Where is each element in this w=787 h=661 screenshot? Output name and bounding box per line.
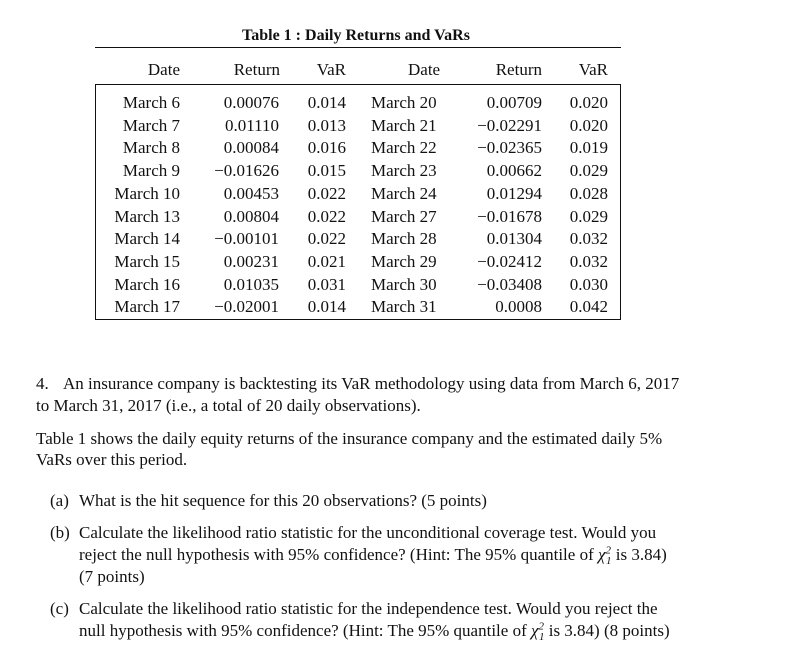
table-cell-var-left: 0.022 [307,229,346,249]
header-date-1: Date [147,60,180,79]
table-cell-return-left: 0.01110 [225,115,279,135]
part-b-line-2: reject the null hypothesis with 95% confidence? (Hint: The 95% quantile of $\chi^2_1$ is 3.84) [79,544,667,568]
header-var-2: VaR [578,60,608,79]
header-date-2: Date [408,60,441,79]
table-cell-return-right: 0.00662 [486,161,542,181]
table-cell-return-left: 0.00076 [223,93,279,112]
table-cell-return-left: 0.01035 [223,274,279,294]
table-cell-var-right: 0.029 [569,206,608,226]
table-cell-date-right: March 23 [371,161,437,181]
table-cell-return-right: 0.00709 [486,93,542,112]
question-number: 4. [36,374,49,393]
table-header-rule [95,84,621,85]
table-cell-var-right: 0.032 [569,229,608,249]
question-table-line-2: VaRs over this period. [36,450,188,469]
table-cell-var-left: 0.022 [307,206,346,226]
table-top-rule [95,47,621,48]
table-cell-var-right: 0.020 [569,93,608,112]
table-cell-var-left: 0.013 [307,115,346,135]
table-cell-var-right: 0.020 [569,115,608,135]
table-cell-date-left: March 9 [122,161,180,181]
part-b-line-1: (b) Calculate the likelihood ratio statistic for the unconditional coverage test. Would you [50,523,657,542]
table-cell-date-right: March 27 [371,206,437,226]
table-cell-date-left: March 10 [114,183,180,203]
header-var-1: VaR [316,60,346,79]
table-cell-return-left: −0.00101 [214,229,279,249]
table-cell-date-right: March 31 [371,297,437,317]
table-cell-var-left: 0.015 [307,161,346,181]
table-cell-date-left: March 13 [114,206,180,226]
table-cell-date-right: March 28 [371,229,437,249]
table-bottom-rule [95,319,621,320]
table-cell-return-left: 0.00231 [223,251,279,271]
table-cell-return-right: −0.01678 [477,206,542,226]
header-return-1: Return [233,60,280,79]
question-intro-line-2: to March 31, 2017 (i.e., a total of 20 daily observations). [36,396,421,415]
part-c-label: (c) [50,599,69,618]
table-cell-return-right: 0.0008 [495,297,542,317]
table-cell-var-right: 0.028 [569,183,608,203]
table-cell-date-left: March 17 [114,297,180,317]
table-cell-return-left: 0.00453 [223,183,279,203]
table-caption-prefix: Table 1 : [242,27,306,44]
part-c-line-2: null hypothesis with 95% confidence? (Hint: The 95% quantile of $\chi^2_1$ is 3.84) (8 points) [79,620,670,644]
part-a-text: What is the hit sequence for this 20 observations? (5 points) [79,491,487,510]
table-caption [0,26,712,46]
table-cell-return-right: 0.01294 [486,183,542,203]
table-cell-var-left: 0.021 [307,251,346,271]
table-cell-date-right: March 29 [371,251,437,271]
table-cell-var-left: 0.016 [307,138,346,158]
table-cell-date-left: March 8 [122,138,180,158]
table-cell-return-right: 0.01304 [486,229,542,249]
table-cell-var-left: 0.014 [307,297,346,317]
table-cell-date-left: March 6 [122,93,180,112]
table-cell-return-right: −0.03408 [477,274,542,294]
table-cell-var-right: 0.030 [569,274,608,294]
question-intro-line-1: 4. An insurance company is backtesting its VaR methodology using data from March 6, 2017 [36,374,680,393]
table-cell-return-left: −0.02001 [214,297,279,317]
table-cell-date-right: March 30 [371,274,437,294]
table-cell-date-left: March 16 [114,274,180,294]
table-cell-return-left: −0.01626 [214,161,279,181]
table-caption-title: Daily Returns and VaRs [305,27,470,44]
table-cell-date-right: March 22 [371,138,437,158]
table-left-border [95,85,96,319]
table-right-border [620,85,621,319]
header-return-2: Return [495,60,542,79]
table-cell-var-left: 0.031 [307,274,346,294]
table-cell-var-right: 0.019 [569,138,608,158]
table-cell-var-right: 0.029 [569,161,608,181]
part-b-line-3: (7 points) [79,567,145,586]
question-table-line-1: Table 1 shows the daily equity returns of the insurance company and the estimated daily 5% [36,429,663,448]
part-c-line-1: (c) Calculate the likelihood ratio statistic for the independence test. Would you reject the [50,599,658,618]
part-a-label: (a) [50,491,69,510]
table-cell-return-right: −0.02291 [477,115,542,135]
table-cell-return-right: −0.02412 [477,251,542,271]
table-cell-date-right: March 24 [371,183,437,203]
table-cell-date-left: March 7 [122,115,180,135]
chi-squared-symbol: $\chi^2_1$ [598,544,612,568]
table-cell-return-left: 0.00084 [223,138,279,158]
part-b-label: (b) [50,523,70,542]
table-cell-var-right: 0.042 [569,297,608,317]
part-a [50,490,487,511]
table-cell-return-right: −0.02365 [477,138,542,158]
table-cell-date-left: March 15 [114,251,180,271]
chi-squared-symbol: $\chi^2_1$ [530,620,545,644]
table-cell-var-right: 0.032 [569,251,608,271]
table-cell-date-right: March 20 [371,93,437,112]
table-cell-return-left: 0.00804 [223,206,279,226]
table-cell-date-right: March 21 [371,115,437,135]
table-cell-var-left: 0.022 [307,183,346,203]
table-cell-var-left: 0.014 [307,93,346,112]
table-cell-date-left: March 14 [114,229,180,249]
